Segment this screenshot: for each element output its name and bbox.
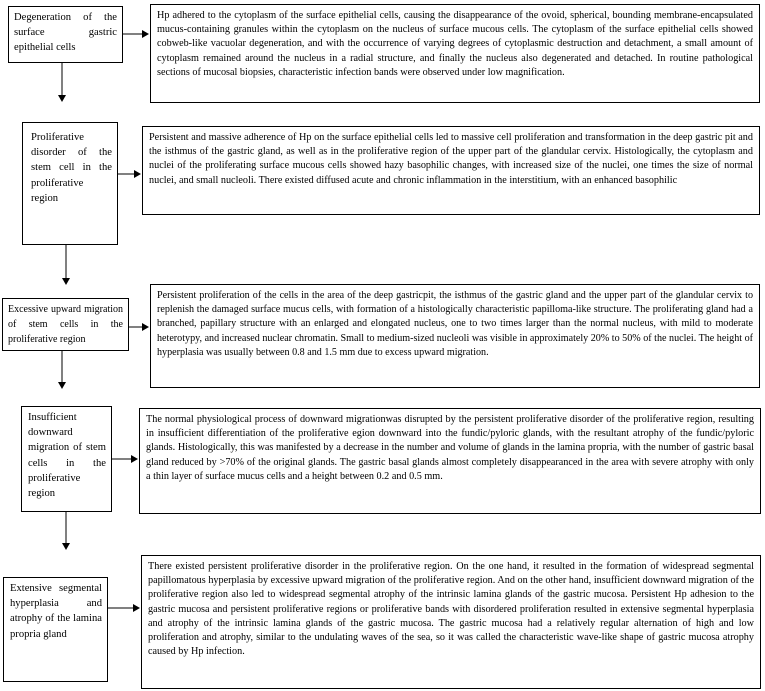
stage-3-box: [2, 298, 129, 351]
stage-4-box: [21, 406, 112, 512]
stage-2-label: Proliferative disorder of the stem cell in the proliferative region: [31, 132, 112, 204]
stage-3-label: Excessive upward migration of stem cells in the proliferative region: [8, 304, 123, 345]
stage-1-label: Degeneration of the surface gastric epithelial cells: [14, 12, 117, 54]
stage-5-box: [3, 577, 108, 682]
stage-1-description: Hp adhered to the cytoplasm of the surface epithelial cells, causing the disappearance of the ovoid, spherical, bounding membrane-encapsulated mucus-containing granules within the cytoplasm on the nucleus of surface mucous cells. The cytoplasm of the surface epithelial cells showed cobweb-like vacuolar degeneration, and with the occurrence of varying degrees of cytoplasmic destruction and detachment, a small amount of cytoplasm remained around the nucleus in a radial structure, and finally the nucleus also degenerated and detached. In routine pathological sections of mucosal biopsies, characteristic infection bands were observed under low magnification.: [157, 10, 753, 78]
stage-2-box: [22, 122, 118, 245]
stage-2-description: Persistent and massive adherence of Hp on the surface epithelial cells led to massive cell proliferation and transformation in the deep gastric pit and the isthmus of the gastric gland, as well as in the proliferative region of the upper part of the glandular cervix. Histologically, the cytoplasm and nuclei of the proliferating surface mucous cells showed hazy basophilic changes, with increased size of the nuclei, one times the size of normal nuclei, and small nucleoli. There existed diffused acute and chronic inflammation in the interstitium, with an enhanced basophilic: [149, 132, 753, 186]
stage-2-description-box: [142, 126, 760, 215]
stage-3-description-box: [150, 284, 760, 388]
stage-5-description: There existed persistent proliferative disorder in the proliferative region. On the one hand, it resulted in the formation of widespread segmental papillomatous hyperplasia by excessive upward migration of the proliferative region. And on the other hand, insufficient downward migration of the proliferative region also led to widespread segmental atrophy of the intrinsic lamina glands of the gastric mucosa. Persistent Hp adhesion to the gastric mucosa and persistent proliferative regions or proliferative bands with disordered proliferation resulted in extensive segmental hyperplasia and atrophy of the intrinsic lamina glands of the gastric mucosa. The gastric mucosa had a relatively regular alternation of high and low proliferation and atrophy, similar to the undulating waves of the sea, so it was called the characteristic wave-like shape of gastric mucosa atrophy caused by Hp infection.: [148, 561, 754, 658]
stage-3-description: Persistent proliferation of the cells in the area of the deep gastricpit, the isthmus of the gastric gland and the upper part of the glandular cervix to replenish the damaged surface mucus cells, with formation of a histologically characteristic papilloma-like structure. The proliferating gland had a branched, papillary structure with an enlarged and elongated nucleus, one to two times larger than the normal nucleus, with mild to moderate heterotypy, and increased nuclear chromatin. Small to medium-sized nucleoli was visible in approximately 20% to 50% of the nuclei. The height of hyperplasia was usually between 0.8 and 1.5 mm due to excess upward migration.: [157, 290, 753, 358]
stage-4-description-box: [139, 408, 761, 514]
stage-4-description: The normal physiological process of downward migrationwas disrupted by the persistent proliferative disorder of the proliferative region, resulting in insufficient differentiation of the proliferative egion downward into the fundic/pyloric glands, with the resultant atrophy of the fundic/pyloric glands. Histologically, this was manifested by a decrease in the number and volume of glands in the lamina propria, with the number of gastric basal gland reduced by >70% of the original glands. The gastric basal glands almost completely disappearanced in the area with severe atrophy with only a thin layer of surface mucus cells and a height between 0.2 and 0.5 mm.: [146, 414, 754, 482]
stage-1-description-box: [150, 4, 760, 103]
stage-4-label: Insufficient downward migration of stem cells in the proliferative region: [28, 412, 106, 500]
stage-1-box: [8, 6, 123, 63]
stage-5-label: Extensive segmental hyperplasia and atrophy of the lamina propria gland: [10, 583, 102, 640]
stage-5-description-box: [141, 555, 761, 689]
